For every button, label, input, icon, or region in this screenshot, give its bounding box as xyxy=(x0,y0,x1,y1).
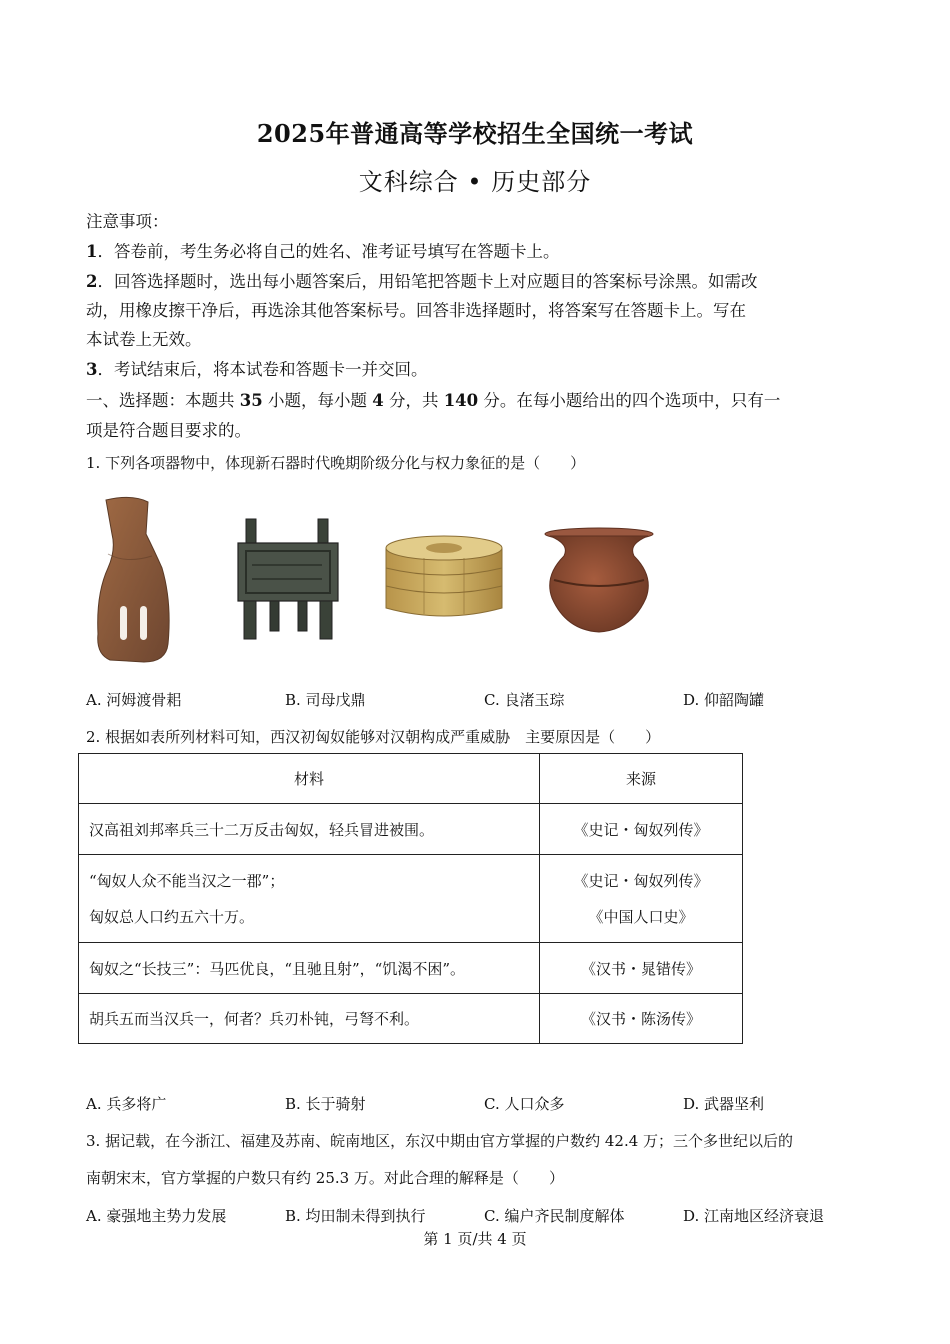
section-1-instructions: 一、选择题：本题共 35 小题，每小题 4 分，共 140 分。在每小题给出的四个选项中，只有一 xyxy=(86,391,781,410)
table-row xyxy=(79,994,743,1044)
question-count: 35 xyxy=(239,391,263,410)
table-cell-material: 匈奴之“长技三”：马匹优良，“且驰且射”，“饥渴不困”。 xyxy=(79,943,540,994)
note-2-number: 2 xyxy=(86,272,98,291)
q2-option-d[interactable]: D. 武器坚利 xyxy=(683,1095,765,1113)
q1-option-a[interactable]: A. 河姆渡骨耜 xyxy=(86,691,182,709)
table-row xyxy=(79,804,743,855)
source-table xyxy=(78,753,743,1044)
pottery-jar-image xyxy=(540,526,658,634)
note-3-number: 3 xyxy=(86,360,98,379)
q2-option-c[interactable]: C. 人口众多 xyxy=(484,1095,565,1113)
table-cell-material: 胡兵五而当汉兵一，何者？兵刃朴钝，弓弩不利。 xyxy=(79,994,540,1044)
table-cell-source: 《史记・匈奴列传》 《中国人口史》 xyxy=(540,855,743,943)
q2-option-a[interactable]: A. 兵多将广 xyxy=(86,1095,167,1113)
question-3-stem-line1: 3. 据记载，在今浙江、福建及苏南、皖南地区，东汉中期由官方掌握的户数约 42.4 万；三个多世纪以后的 xyxy=(86,1132,794,1150)
question-1-stem: 1. 下列各项器物中，体现新石器时代晚期阶级分化与权力象征的是（ ） xyxy=(86,454,586,472)
q2-option-b[interactable]: B. 长于骑射 xyxy=(285,1095,366,1113)
table-header-source: 来源 xyxy=(540,754,743,804)
jade-cong-image xyxy=(382,528,506,624)
note-3: 3．考试结束后，将本试卷和答题卡一并交回。 xyxy=(86,360,428,379)
note-1-number: 1 xyxy=(86,242,98,261)
question-3-stem-line2: 南朝宋末，官方掌握的户数只有约 25.3 万。对此合理的解释是（ ） xyxy=(86,1169,564,1187)
table-header-row xyxy=(79,754,743,804)
note-3-text: 考试结束后，将本试卷和答题卡一并交回。 xyxy=(113,360,428,379)
table-cell-source: 《汉书・陈汤传》 xyxy=(540,994,743,1044)
q1-option-d[interactable]: D. 仰韶陶罐 xyxy=(683,691,765,709)
table-cell-source: 《史记・匈奴列传》 xyxy=(540,804,743,855)
section-1-instructions-line2: 项是符合题目要求的。 xyxy=(86,421,251,440)
q1-option-b[interactable]: B. 司母戊鼎 xyxy=(285,691,366,709)
bone-spade-image xyxy=(86,494,186,666)
points-each: 4 xyxy=(372,391,384,410)
note-2-text-line3: 本试卷上无效。 xyxy=(86,330,202,349)
note-1-text: 答卷前，考生务必将自己的姓名、准考证号填写在答题卡上。 xyxy=(113,242,560,261)
page-footer: 第 1 页/共 4 页 xyxy=(423,1230,527,1248)
note-2: 2．回答选择题时，选出每小题答案后，用铅笔把答题卡上对应题目的答案标号涂黑。如需改 xyxy=(86,272,758,291)
note-1: 1．答卷前，考生务必将自己的姓名、准考证号填写在答题卡上。 xyxy=(86,242,560,261)
note-2-text-line2: 动，用橡皮擦干净后，再选涂其他答案标号。回答非选择题时，将答案写在答题卡上。写在 xyxy=(86,301,746,320)
note-2-text-line1: 回答选择题时，选出每小题答案后，用铅笔把答题卡上对应题目的答案标号涂黑。如需改 xyxy=(113,272,758,291)
q3-option-d[interactable]: D. 江南地区经济衰退 xyxy=(683,1207,825,1225)
exam-subtitle: 文科综合 • 历史部分 xyxy=(358,168,592,196)
q3-option-a[interactable]: A. 豪强地主势力发展 xyxy=(86,1207,227,1225)
table-row xyxy=(79,943,743,994)
table-cell-material: “匈奴人众不能当汉之一郡”； 匈奴总人口约五六十万。 xyxy=(79,855,540,943)
notes-heading: 注意事项： xyxy=(86,212,169,231)
q3-option-c[interactable]: C. 编户齐民制度解体 xyxy=(484,1207,625,1225)
table-header-material: 材料 xyxy=(79,754,540,804)
question-2-stem: 2. 根据如表所列材料可知，西汉初匈奴能够对汉朝构成严重威胁 主要原因是（ ） xyxy=(86,728,661,746)
q1-option-c[interactable]: C. 良渚玉琮 xyxy=(484,691,565,709)
table-cell-material: 汉高祖刘邦率兵三十二万反击匈奴，轻兵冒进被围。 xyxy=(79,804,540,855)
points-total: 140 xyxy=(443,391,479,410)
q3-option-b[interactable]: B. 均田制未得到执行 xyxy=(285,1207,426,1225)
exam-title: 2025年普通高等学校招生全国统一考试 xyxy=(256,119,694,148)
bronze-ding-image xyxy=(232,515,344,641)
table-row xyxy=(79,855,743,943)
table-cell-source: 《汉书・晁错传》 xyxy=(540,943,743,994)
